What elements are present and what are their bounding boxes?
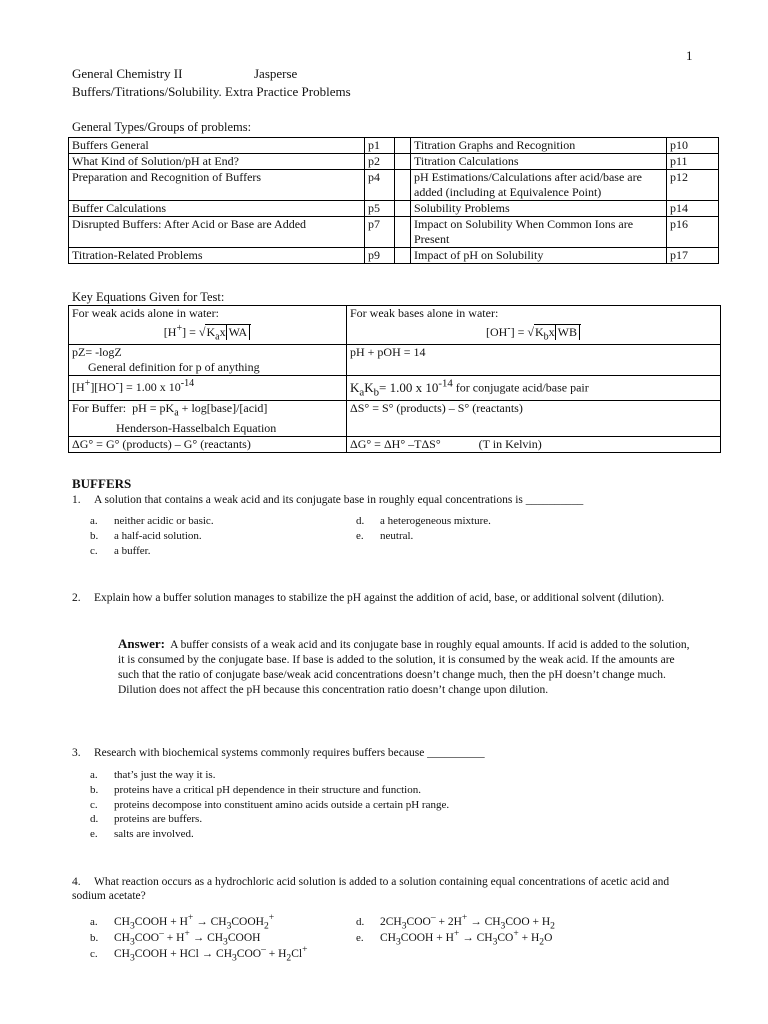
table-cell: p4 — [365, 170, 395, 201]
option-letter: a. — [90, 515, 98, 527]
table-row — [69, 306, 721, 345]
question-number: 1. — [72, 494, 81, 506]
q4-option-e[interactable] — [356, 927, 552, 949]
table-cell: p2 — [365, 154, 395, 170]
table-cell: Disrupted Buffers: After Acid or Base are Added — [69, 217, 365, 248]
option-letter: b. — [90, 784, 99, 796]
option-letter: c. — [90, 947, 98, 960]
q1-option-d[interactable] — [356, 514, 491, 528]
problem-types-table — [68, 137, 719, 264]
question-2 — [72, 591, 722, 605]
instructor-name: Jasperse — [254, 66, 298, 81]
table-row — [69, 154, 719, 170]
gibbs-equation: ΔG° = G° (products) – G° (reactants) — [69, 436, 347, 452]
option-equation: $CH_3COOH$ + HCl → $CH_3COO^- + H_2Cl^+$ — [114, 944, 308, 964]
option-letter: a. — [90, 769, 98, 781]
hh-equation-label: Henderson-Hasselbalch Equation — [116, 420, 277, 435]
option-text: salts are involved. — [114, 828, 194, 840]
q3-option-a[interactable] — [90, 768, 215, 782]
question-3 — [72, 746, 722, 760]
table-spacer — [395, 138, 411, 154]
kw-equation: [H+][HO-] = 1.00 x $10^{-14}$ — [69, 376, 347, 401]
table-cell: Preparation and Recognition of Buffers — [69, 170, 365, 201]
table-cell: Impact on Solubility When Common Ions are Present — [411, 217, 667, 248]
pz-cell — [69, 345, 347, 376]
option-letter: d. — [90, 813, 99, 825]
table-cell: p9 — [365, 248, 395, 264]
question-number: 3. — [72, 747, 81, 759]
table-cell: Titration Graphs and Recognition — [411, 138, 667, 154]
weak-base-title: For weak bases alone in water: — [350, 306, 499, 320]
table-cell: p5 — [365, 201, 395, 217]
q3-option-e[interactable] — [90, 827, 194, 841]
page-number: 1 — [686, 48, 693, 63]
table-spacer — [395, 217, 411, 248]
option-text: a heterogeneous mixture. — [380, 515, 491, 527]
table-cell: Buffers General — [69, 138, 365, 154]
table-cell: Impact of pH on Solubility — [411, 248, 667, 264]
q3-option-b[interactable] — [90, 783, 421, 797]
q2-answer — [118, 636, 698, 698]
option-letter: c. — [90, 545, 98, 557]
weak-acid-title: For weak acids alone in water: — [72, 306, 219, 320]
option-letter: e. — [356, 931, 364, 944]
q1-option-e[interactable] — [356, 529, 413, 543]
table-spacer — [395, 248, 411, 264]
option-letter: e. — [356, 530, 364, 542]
types-label: General Types/Groups of problems: — [72, 120, 252, 134]
gibbs2-equation: ΔG° = ΔH° –TΔS° — [350, 436, 441, 451]
equations-label: Key Equations Given for Test: — [72, 290, 225, 304]
option-letter: b. — [90, 931, 99, 944]
weak-base-cell — [347, 306, 721, 345]
option-letter: d. — [356, 515, 365, 527]
question-4 — [72, 875, 692, 903]
option-letter: d. — [356, 915, 365, 928]
question-number: 2. — [72, 592, 81, 604]
weak-acid-cell — [69, 306, 347, 345]
option-letter: e. — [90, 828, 98, 840]
question-1 — [72, 493, 722, 507]
q1-option-c[interactable] — [90, 544, 150, 558]
table-cell: p11 — [667, 154, 719, 170]
table-cell: p14 — [667, 201, 719, 217]
option-letter: b. — [90, 530, 99, 542]
table-row — [69, 376, 721, 401]
table-cell: p16 — [667, 217, 719, 248]
pz-definition: General definition for p of anything — [88, 360, 260, 375]
table-row — [69, 201, 719, 217]
section-title: BUFFERS — [72, 476, 132, 491]
question-text: A solution that contains a weak acid and its conjugate base in roughly equal concentrations is __________ — [94, 494, 584, 506]
option-equation: $2CH_3COO^- + 2H^+ \to CH_3COO + H_2$ — [380, 912, 555, 932]
header-line-1 — [72, 66, 182, 82]
table-cell: p1 — [365, 138, 395, 154]
table-spacer — [395, 170, 411, 201]
course-title: General Chemistry II — [72, 66, 183, 81]
question-number: 4. — [72, 876, 81, 888]
weak-base-equation: $[OH^-] = √K_bx$ WB — [350, 321, 717, 344]
weak-acid-equation: $[H^+] = √K_ax$ WA — [72, 321, 343, 344]
question-text: Explain how a buffer solution manages to stabilize the pH against the addition of acid, base, or additional solvent (dilution). — [94, 592, 665, 604]
option-text: a buffer. — [114, 545, 151, 557]
table-spacer — [395, 201, 411, 217]
option-text: proteins are buffers. — [114, 813, 203, 825]
table-cell: p10 — [667, 138, 719, 154]
table-cell: Titration-Related Problems — [69, 248, 365, 264]
option-text: a half-acid solution. — [114, 530, 202, 542]
table-row — [69, 401, 721, 436]
gibbs2-cell — [347, 436, 721, 452]
option-letter: a. — [90, 915, 98, 928]
table-cell: Buffer Calculations — [69, 201, 365, 217]
table-cell: pH Estimations/Calculations after acid/base are added (including at Equivalence Point) — [411, 170, 667, 201]
key-equations-table — [68, 305, 721, 453]
option-equation: $CH_3COOH + H^+$ → $CH_3COOH_2^+$ — [114, 912, 275, 932]
kakb-equation: $K_aK_b= 1.00$ x $10^{-14}$ for conjugate acid/base pair — [347, 376, 721, 401]
table-cell: p7 — [365, 217, 395, 248]
answer-text: A buffer consists of a weak acid and its conjugate base in roughly equal amounts. If acid is added to the solution, it is consumed by the conjugate base. If base is added to the solution, it is consumed by the weak acid. If the amounts are such that the ratio of conjugate base/weak acid concentrations doesn’t change much, then the pH doesn’t change much. Dilution does not affect the pH because this concentration ratio doesn’t change upon dilution. — [118, 639, 690, 696]
entropy-equation: ΔS° = S° (products) – S° (reactants) — [347, 401, 721, 436]
table-row — [69, 345, 721, 376]
table-spacer — [395, 154, 411, 170]
pz-equation: pZ= -logZ — [72, 345, 122, 360]
answer-label: Answer: — [118, 636, 165, 651]
option-text: neither acidic or basic. — [114, 515, 214, 527]
table-row — [69, 217, 719, 248]
option-equation: $CH_3COOH + H^+ \to CH_3CO^+ + H_2O$ — [380, 928, 553, 948]
q4-option-c[interactable] — [90, 943, 308, 965]
option-text: proteins have a critical pH dependence in their structure and function. — [114, 784, 421, 796]
q3-option-d[interactable] — [90, 812, 202, 826]
buffer-equation: For Buffer: pH = $pK_a$ + log[base]/[acid] — [72, 401, 268, 419]
option-text: neutral. — [380, 530, 414, 542]
table-row — [69, 170, 719, 201]
table-row — [69, 248, 719, 264]
option-letter: c. — [90, 799, 98, 811]
q1-option-a[interactable] — [90, 514, 214, 528]
q1-option-b[interactable] — [90, 529, 202, 543]
option-equation: $CH_3COO^- + H^+$ → $CH_3COOH$ — [114, 928, 261, 948]
table-row — [69, 436, 721, 452]
table-cell: What Kind of Solution/pH at End? — [69, 154, 365, 170]
question-text: Research with biochemical systems commonly requires buffers because __________ — [94, 747, 485, 759]
buffer-cell — [69, 401, 347, 436]
question-text: What reaction occurs as a hydrochloric acid solution is added to a solution containing equal concentrations of acetic acid and sodium acetate? — [72, 876, 670, 902]
table-row — [69, 138, 719, 154]
option-text: proteins decompose into constituent amino acids outside a certain pH range. — [114, 799, 450, 811]
kelvin-note: (T in Kelvin) — [478, 436, 542, 451]
ph-poh-equation: pH + pOH = 14 — [347, 345, 721, 376]
document-subtitle: Buffers/Titrations/Solubility. Extra Practice Problems — [72, 84, 351, 99]
table-cell: Solubility Problems — [411, 201, 667, 217]
option-text: that’s just the way it is. — [114, 769, 216, 781]
q3-option-c[interactable] — [90, 798, 449, 812]
table-cell: p12 — [667, 170, 719, 201]
table-cell: Titration Calculations — [411, 154, 667, 170]
table-cell: p17 — [667, 248, 719, 264]
